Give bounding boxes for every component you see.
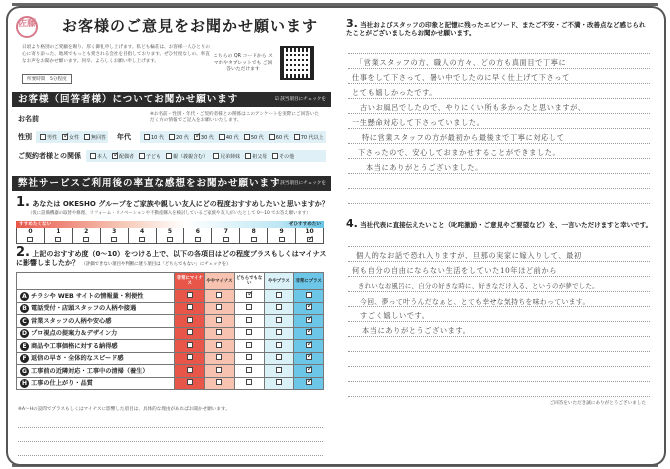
checkbox[interactable] [40, 134, 46, 140]
checkbox[interactable] [213, 153, 219, 159]
checkbox[interactable] [276, 304, 282, 310]
col-slightly-positive: ややプラス [264, 273, 294, 290]
handwritten-line: 仕事をして下さって、暑い中でしたのに早く仕上げて下さって [352, 73, 570, 82]
age-label: 年代 [117, 133, 131, 141]
checkbox[interactable] [139, 237, 145, 242]
age-option-20s[interactable]: 20 代 [169, 134, 189, 141]
checkbox[interactable] [246, 354, 252, 360]
q2-title: 2. 上記のおすすめ度（0〜10）をつける上で、以下の各項目はどの程度プラスもしくはマイナスに影響しましたか？ （評価できない項目や判断に迷う項目は「どちらでもない」にチェックを） [16, 245, 327, 267]
answer-line [348, 291, 650, 292]
closing-thanks: ご回答をいただき誠にありがとうございました [549, 401, 646, 406]
checkbox-checked[interactable] [306, 367, 312, 373]
age-option-60s[interactable]: 60 代 [269, 134, 289, 141]
age-option-50s[interactable]: 50 代 [244, 134, 264, 141]
answer-line [348, 336, 650, 337]
scale-option-2[interactable]: 2 [73, 228, 101, 243]
scale-option-10[interactable]: 10 ✓ [296, 228, 323, 243]
checkbox[interactable] [216, 379, 222, 385]
scale-option-3[interactable]: 3 [101, 228, 129, 243]
table-row: G 工事前の近隣対応・工事中の清掃（養生） ✓ [17, 365, 324, 378]
badge-g-icon: G [20, 367, 29, 376]
checkbox[interactable] [84, 134, 90, 140]
checkbox[interactable] [244, 134, 250, 140]
col-slightly-negative: ややマイナス [205, 273, 235, 290]
checkbox[interactable] [167, 237, 173, 242]
relation-label: ご契約者様との関係 [18, 152, 81, 160]
checkbox[interactable] [246, 379, 252, 385]
checkbox[interactable] [55, 237, 61, 242]
checkbox[interactable] [195, 237, 201, 242]
relation-option-spouse[interactable]: ✓ 配偶者 [112, 153, 134, 160]
checkbox-checked[interactable] [112, 153, 118, 159]
checkbox[interactable] [139, 153, 145, 159]
q1-scale-gradient: すすめたくない ぜひすすめたい [16, 221, 324, 228]
checkbox[interactable] [276, 292, 282, 298]
age-option-70plus[interactable]: 70 代以上 [294, 134, 324, 141]
handwritten-line: 本当にありがとうございます。 [362, 326, 471, 335]
handwritten-line: 今回、夢って叶うんだなぁと、とても幸せな気持ちを味わっています。 [360, 298, 590, 306]
checkbox-checked[interactable] [306, 317, 312, 323]
table-row: B 電話受付・店頭スタッフの人柄や接遇 ✓ [17, 302, 324, 315]
answer-line [348, 83, 650, 84]
checkbox-checked[interactable] [307, 237, 313, 242]
checkbox[interactable] [245, 153, 251, 159]
checkbox[interactable] [272, 153, 278, 159]
gender-label: 性別 [18, 133, 32, 141]
checkbox[interactable] [187, 354, 193, 360]
badge-f-icon: F [20, 354, 29, 363]
checkbox-checked[interactable] [306, 354, 312, 360]
checkbox[interactable] [269, 134, 275, 140]
gender-options [36, 131, 108, 143]
checkbox-checked[interactable] [306, 304, 312, 310]
answer-line [348, 276, 650, 277]
respondent-section-header [12, 92, 331, 107]
checkbox[interactable] [187, 304, 193, 310]
table-row: E 商品や工事価格に対する納得感 ✓ [17, 340, 324, 353]
handwritten-line: 特に営業スタッフの方が最初から最後まで丁寧に対応して [362, 133, 565, 142]
scale-option-4[interactable]: 4 [129, 228, 157, 243]
answer-line [348, 68, 650, 69]
handwritten-line: 「営業スタッフの方、職人の方々、どの方も真面目で丁寧に [356, 58, 567, 67]
checkbox[interactable] [276, 367, 282, 373]
relation-option-parent[interactable]: 親（義親含む） [166, 153, 208, 160]
age-option-30s[interactable]: ✓ 30 代 [194, 134, 214, 141]
checkbox-checked[interactable] [306, 379, 312, 385]
checkbox[interactable] [187, 317, 193, 323]
handwritten-line: 一生懸命対応して下さっていました。 [352, 118, 485, 127]
checkbox[interactable] [216, 304, 222, 310]
qr-caption: こちらの QR コードから スマホやタブレットでも ご回答いただけます [213, 54, 273, 72]
gender-option-male[interactable]: 男性 [40, 134, 57, 141]
answer-line [348, 366, 650, 367]
answer-line [348, 53, 650, 54]
checkbox[interactable] [276, 354, 282, 360]
checkbox[interactable] [216, 317, 222, 323]
handwritten-line: 何も自分の自由にならない生活をしていた10年ほど前から [352, 266, 558, 275]
answer-line[interactable] [18, 427, 323, 428]
answer-line [348, 98, 650, 99]
badge-c-icon: C [20, 317, 29, 326]
time-required-badge: 所要時間 5分程度 [22, 74, 72, 84]
checkbox[interactable] [27, 237, 33, 242]
relation-option-child[interactable]: 子ども [139, 153, 161, 160]
scale-option-5[interactable]: 5 [157, 228, 185, 243]
checkbox[interactable] [111, 237, 117, 242]
answer-line[interactable] [18, 455, 323, 456]
table-row: F 返信の早さ・全体的なスピード感 ✓ [17, 352, 324, 365]
scale-option-7[interactable]: 7 [212, 228, 240, 243]
checkbox[interactable] [246, 304, 252, 310]
answer-line [348, 261, 650, 262]
checkbox-checked[interactable] [306, 329, 312, 335]
checkbox[interactable] [187, 367, 193, 373]
answer-line [348, 246, 650, 247]
col-very-negative: 非常にマイナス [175, 273, 205, 290]
q1-subtext: （仮に設備機器の取替や修理、リフォーム・リノベーションや不動産購入を検討しているご家族や友人がいたとして 0〜10 でお答え願います） [28, 211, 311, 216]
age-options [140, 131, 326, 143]
badge-a-icon: A [20, 292, 29, 301]
q2-footnote: ※A〜Hの設問でプラスもしくはマイナスに影響した項目は、具体的な理由があればお聞かせ願います。 [18, 407, 230, 412]
section-title: お客様（回答者様）についてお聞かせ願います [18, 94, 239, 105]
name-seal-icon: 佐藤 [16, 16, 38, 38]
impressions-section-header [12, 176, 331, 191]
table-row: C 営業スタッフの人柄や安心感 ✓ [17, 315, 324, 328]
handwritten-line: 下さったので、安心しておまかせすることができました。 [358, 148, 561, 157]
scale-option-1[interactable]: 1 [45, 228, 73, 243]
checkbox[interactable] [276, 379, 282, 385]
checkbox[interactable] [144, 134, 150, 140]
scale-option-6[interactable]: 6 [184, 228, 212, 243]
relation-options [86, 150, 326, 162]
checkbox[interactable] [169, 134, 175, 140]
relation-option-self[interactable]: 本人 [90, 153, 107, 160]
table-row: A チラシや WEB サイトの情報量・利便性 ✓ [17, 290, 324, 303]
handwritten-line: 本当にありがとうございました。 [366, 163, 483, 172]
checkbox[interactable] [216, 329, 222, 335]
table-header [17, 273, 324, 290]
answer-line [348, 143, 650, 144]
q4-title: 4. 当社代表に直接伝えたいこと（叱咤激励・ご意見やご要望など）を、一言いただけますと幸いです。 [346, 217, 653, 230]
table-row: D プロ視点の提案力＆デザイン力 ✓ [17, 327, 324, 340]
answer-line [348, 381, 650, 382]
relation-option-other[interactable]: その他 [272, 153, 294, 160]
handwritten-line: すごく嬉しいです。 [360, 311, 430, 320]
relation-option-grandparent[interactable]: 祖父母 [245, 153, 267, 160]
scale-option-9[interactable]: 9 [268, 228, 296, 243]
name-label: お名前 [18, 115, 39, 123]
check-hint: ☑ 該当項目にチェックを [274, 181, 326, 186]
handwritten-line: きれいなお風呂に、自分の好きな時に、好きなだけ入る、というのが夢でした。 [358, 282, 599, 290]
checkbox[interactable] [219, 134, 225, 140]
checkbox[interactable] [246, 367, 252, 373]
checkbox[interactable] [246, 342, 252, 348]
age-option-40s[interactable]: 40 代 [219, 134, 239, 141]
checkbox[interactable] [246, 317, 252, 323]
badge-b-icon: B [20, 304, 29, 313]
badge-d-icon: D [20, 329, 29, 338]
answer-line [348, 188, 650, 189]
checkbox[interactable] [216, 367, 222, 373]
page-title: お客様のご意見をお聞かせ願います [62, 17, 319, 35]
section-title: 弊社サービスご利用後の率直な感想をお聞かせ願います [18, 178, 281, 189]
q1-scale [16, 228, 324, 244]
col-neutral: どちらでもない [234, 273, 264, 290]
badge-e-icon: E [20, 342, 29, 351]
checkbox-checked[interactable] [62, 134, 68, 140]
checkbox[interactable] [187, 379, 193, 385]
checkbox-checked[interactable] [194, 134, 200, 140]
checkbox[interactable] [83, 237, 89, 242]
answer-line [348, 351, 650, 352]
answer-line [348, 321, 650, 322]
answer-line [348, 396, 650, 397]
checkbox[interactable] [187, 329, 193, 335]
checkbox[interactable] [276, 317, 282, 323]
checkbox[interactable] [216, 292, 222, 298]
answer-line [348, 128, 650, 129]
checkbox-checked[interactable] [246, 292, 252, 298]
checkbox[interactable] [294, 134, 300, 140]
answer-line [348, 113, 650, 114]
checkbox[interactable] [279, 237, 285, 242]
q3-title: 3. 当社およびスタッフの印象と記憶に残ったエピソード、またご不安・ご不満・改善点など感じられたことがございましたらお聞かせ願います。 [346, 17, 646, 37]
relation-option-sibling[interactable]: 兄弟姉妹 [213, 153, 240, 160]
checkbox[interactable] [306, 292, 312, 298]
intro-text: 日頃より格別のご愛顧を賜り、厚く御礼申し上げます。私ども輪荘は、お客様一人ひとりの心に寄り添った、地域でもっとも愛される会社を目指しております。ぜひ忖度なしの、率直なお声をお聞かせ願います。何卒、よろしくお願い申し上げます。 [22, 45, 210, 64]
checkbox[interactable] [187, 342, 193, 348]
handwritten-line: とても嬉しかったです。 [352, 88, 438, 97]
scale-option-0[interactable]: 0 [17, 228, 45, 243]
checkbox[interactable] [251, 237, 257, 242]
checkbox[interactable] [276, 329, 282, 335]
checkbox[interactable] [246, 329, 252, 335]
gender-option-none[interactable]: 無回答 [84, 134, 106, 141]
checkbox[interactable] [276, 342, 282, 348]
checkbox[interactable] [216, 342, 222, 348]
q2-rating-table [16, 272, 324, 390]
q1-title: 1. あなたは OKESHO グループをご家族や親しい友人にどの程度おすすめしたいと思いますか？ [16, 195, 329, 210]
gender-option-female[interactable]: ✓ 女性 [62, 134, 79, 141]
scale-option-8[interactable]: 8 [240, 228, 268, 243]
qr-code-icon[interactable] [280, 46, 314, 80]
privacy-note: ※お名前・性別・年代・ご契約者様との関係はこのアンケートを実際にご回答いただく方の情報でご記入をお願いいたします。 [150, 112, 319, 123]
checkbox[interactable] [216, 354, 222, 360]
checkbox-checked[interactable] [306, 342, 312, 348]
checkbox[interactable] [166, 153, 172, 159]
answer-line[interactable] [18, 441, 323, 442]
handwritten-line: 古いお風呂でしたので、やりにくい所も多かったと思いますが、 [360, 103, 586, 112]
answer-line [348, 203, 650, 204]
table-row: H 工事の仕上がり・品質 ✓ [17, 377, 324, 390]
answer-line [348, 158, 650, 159]
checkbox[interactable] [187, 292, 193, 298]
checkbox[interactable] [223, 237, 229, 242]
age-option-10s[interactable]: 10 代 [144, 134, 164, 141]
answer-line [348, 306, 650, 307]
handwritten-line: 個人的なお話で恐れ入りますが、旦那の実家に嫁入りして、最初 [356, 251, 582, 260]
col-very-positive: 非常にプラス [294, 273, 324, 290]
badge-h-icon: H [21, 380, 28, 388]
check-hint: ☑ 該当項目にチェックを [274, 97, 326, 102]
checkbox[interactable] [90, 153, 96, 159]
answer-line [348, 173, 650, 174]
